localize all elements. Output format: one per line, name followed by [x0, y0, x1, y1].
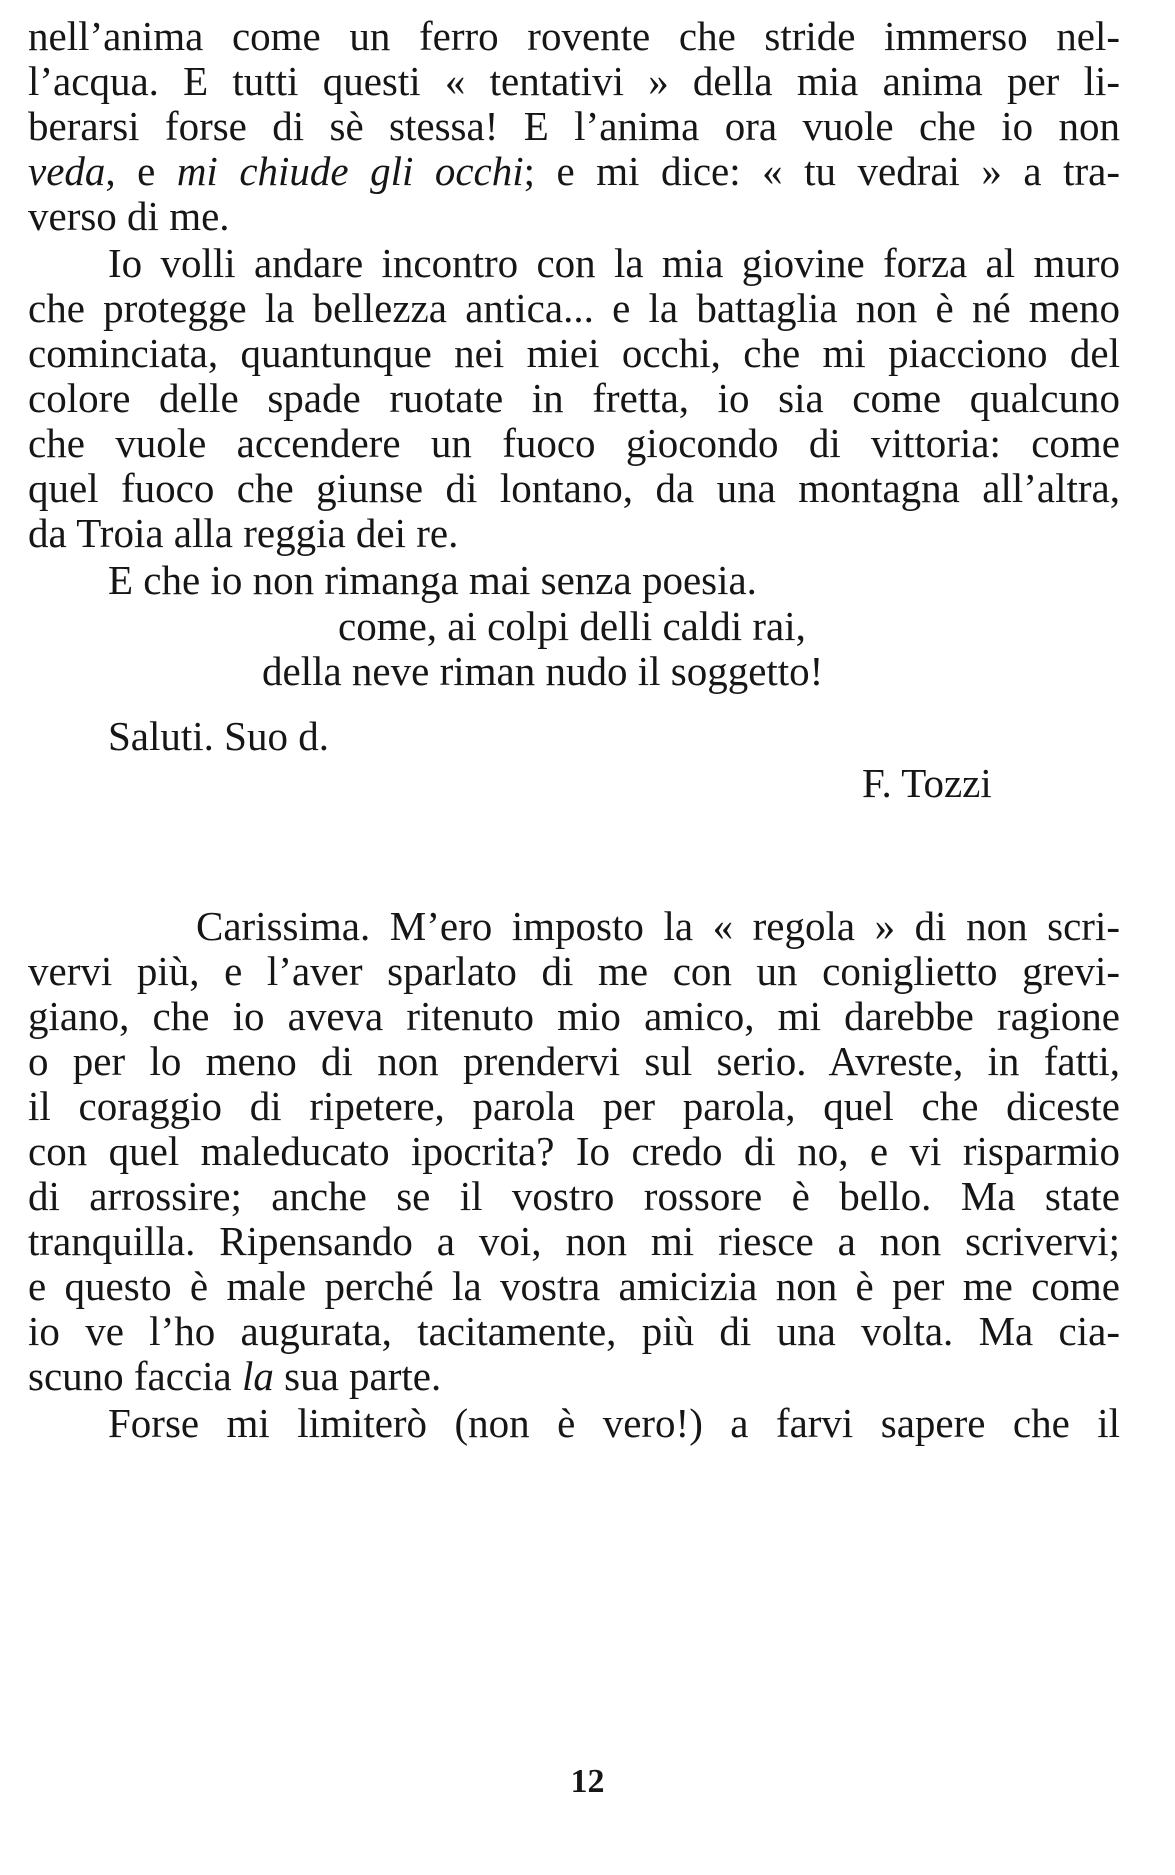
closing-greeting: Saluti. Suo d.	[108, 713, 329, 759]
text-line: E che io non rimanga mai senza poesia.	[108, 557, 757, 603]
text-line: e questo è male perché la vostra amicizia non è per me come	[28, 1263, 1120, 1309]
text-line: io ve l’ho augurata, tacitamente, più di una volta. Ma cia-	[28, 1308, 1120, 1354]
text-line: cominciata, quantunque nei miei occhi, che mi piacciono del	[28, 330, 1120, 376]
italic-text: veda	[28, 148, 106, 194]
verse-line: della neve riman nudo il soggetto!	[262, 648, 824, 694]
text-line: Forse mi limiterò (non è vero!) a farvi sapere che il	[108, 1400, 1120, 1446]
text-line: che protegge la bellezza antica... e la battaglia non è né meno	[28, 285, 1120, 331]
text-line: berarsi forse di sè stessa! E l’anima ora vuole che io non	[28, 103, 1120, 149]
text-span: sua parte.	[273, 1353, 442, 1399]
text-line: Carissima. M’ero imposto la « regola » di non scri-	[196, 903, 1120, 949]
text-line: o per lo meno di non prendervi sul serio. Avreste, in fatti,	[28, 1038, 1120, 1084]
italic-text: mi chiude gli occhi	[176, 148, 524, 194]
text-line: di arrossire; anche se il vostro rossore è bello. Ma state	[28, 1173, 1120, 1219]
text-span: scuno faccia	[28, 1353, 242, 1399]
signature: F. Tozzi	[862, 760, 992, 806]
verse-line: come, ai colpi delli caldi rai,	[338, 603, 806, 649]
text-line: l’acqua. E tutti questi « tentativi » della mia anima per li-	[28, 58, 1120, 104]
text-span: , e	[105, 148, 177, 194]
text-line: colore delle spade ruotate in fretta, io sia come qualcuno	[28, 375, 1120, 421]
text-line: giano, che io aveva ritenuto mio amico, mi darebbe ragione	[28, 993, 1120, 1039]
text-line: tranquilla. Ripensando a voi, non mi riesce a non scrivervi;	[28, 1218, 1120, 1264]
text-line: da Troia alla reggia dei re.	[28, 510, 459, 556]
page-number: 12	[570, 1763, 605, 1800]
text-line: vervi più, e l’aver sparlato di me con un coniglietto grevi-	[28, 948, 1120, 994]
text-line: il coraggio di ripetere, parola per parola, quel che diceste	[28, 1083, 1120, 1129]
text-line: che vuole accendere un fuoco giocondo di vittoria: come	[28, 420, 1120, 466]
text-line	[28, 1350, 1120, 1402]
text-line: Io volli andare incontro con la mia giovine forza al muro	[108, 240, 1120, 286]
text-line: verso di me.	[28, 193, 230, 239]
text-span: ; e mi dice: « tu vedrai » a tra-	[523, 148, 1120, 194]
text-line: con quel maleducato ipocrita? Io credo di no, e vi risparmio	[28, 1128, 1120, 1174]
italic-text: la	[242, 1353, 274, 1399]
text-line: quel fuoco che giunse di lontano, da una montagna all’altra,	[28, 465, 1120, 511]
text-line: nell’anima come un ferro rovente che stride immerso nel-	[28, 13, 1120, 59]
